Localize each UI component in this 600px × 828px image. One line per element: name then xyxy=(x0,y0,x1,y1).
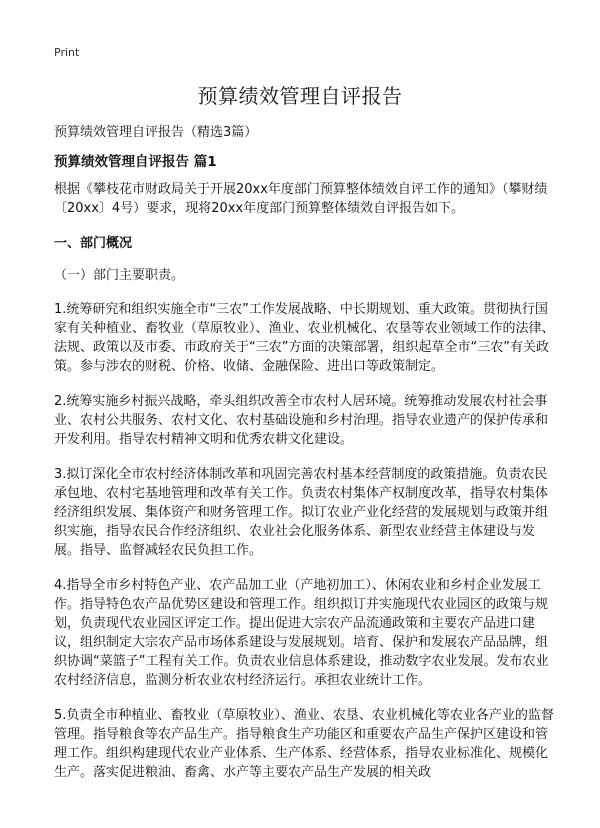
intro-paragraph: 根据《攀枝花市财政局关于开展20xx年度部门预算整体绩效自评工作的通知》（攀财绩〔20xx〕4号）要求，现将20xx年度部门预算整体绩效自评报告如下。 xyxy=(54,182,548,216)
duty-paragraph-4: 4.指导全市乡村特色产业、农产品加工业（产地初加工）、休闲农业和乡村企业发展工作。指导特色农产品优势区建设和管理工作。组织拟订并实施现代农业园区的政策与规划，负责现代农业园区评定工作。提出促进大宗农产品流通政策和主要农产品进口建议，组织制定大宗农产品市场体系建设与发展规划。培育、保护和发展农产品品牌，组织协调“菜篮子”工程有关工作。负责农业信息体系建设，推动数字农业发展。发布农业农村经济信息，监测分析农业农村经济运行。承担农业统计工作。 xyxy=(54,578,549,688)
duty-paragraph-1: 1.统筹研究和组织实施全市“三农”工作发展战略、中长期规划、重大政策。贯彻执行国家有关种植业、畜牧业（草原牧业）、渔业、农业机械化、农垦等农业领域工作的法律、法规、政策以及市委、市政府关于“三农”方面的决策部署，组织起草全市“三农”有关政策。参与涉农的财税、价格、收储、金融保险、进出口等政策制定。 xyxy=(54,302,555,374)
document-subtitle: 预算绩效管理自评报告（精选3篇） xyxy=(54,125,258,140)
duty-paragraph-5: 5.负责全市种植业、畜牧业（草原牧业）、渔业、农垦、农业机械化等农业各产业的监督管理。指导粮食等农产品生产。指导粮食生产功能区和重要农产品生产保护区建设和管理工作。组织构建现代农业产业体系、生产体系、经营体系，指导农业标准化、规模化生产。落实促进粮油、畜禽、水产等主要农产品生产发展的相关政 xyxy=(54,708,554,780)
duty-paragraph-2: 2.统筹实施乡村振兴战略，牵头组织改善全市农村人居环境。统筹推动发展农村社会事业、农村公共服务、农村文化、农村基础设施和乡村治理。指导农业遗产的保护传承和开发利用。指导农村精神文明和优秀农耕文化建设。 xyxy=(54,394,549,447)
duty-paragraph-3: 3.拟订深化全市农村经济体制改革和巩固完善农村基本经营制度的政策措施。负责农民承包地、农村宅基地管理和改革有关工作。负责农村集体产权制度改革，指导农村集体经济组织发展、集体资产和财务管理工作。拟订农业产业化经营的发展规划与政策并组织实施，指导农民合作经济组织、农业社会化服务体系、新型农业经营主体建设与发展。指导、监督减轻农民负担工作。 xyxy=(54,467,549,558)
document-title: 预算绩效管理自评报告 xyxy=(197,84,403,108)
section-heading: 预算绩效管理自评报告 篇1 xyxy=(54,154,217,170)
heading-main-duties: （一）部门主要职责。 xyxy=(54,268,185,283)
document-body xyxy=(54,180,559,798)
heading-department-overview: 一、部门概况 xyxy=(54,236,133,251)
print-link[interactable]: Print xyxy=(54,46,80,59)
